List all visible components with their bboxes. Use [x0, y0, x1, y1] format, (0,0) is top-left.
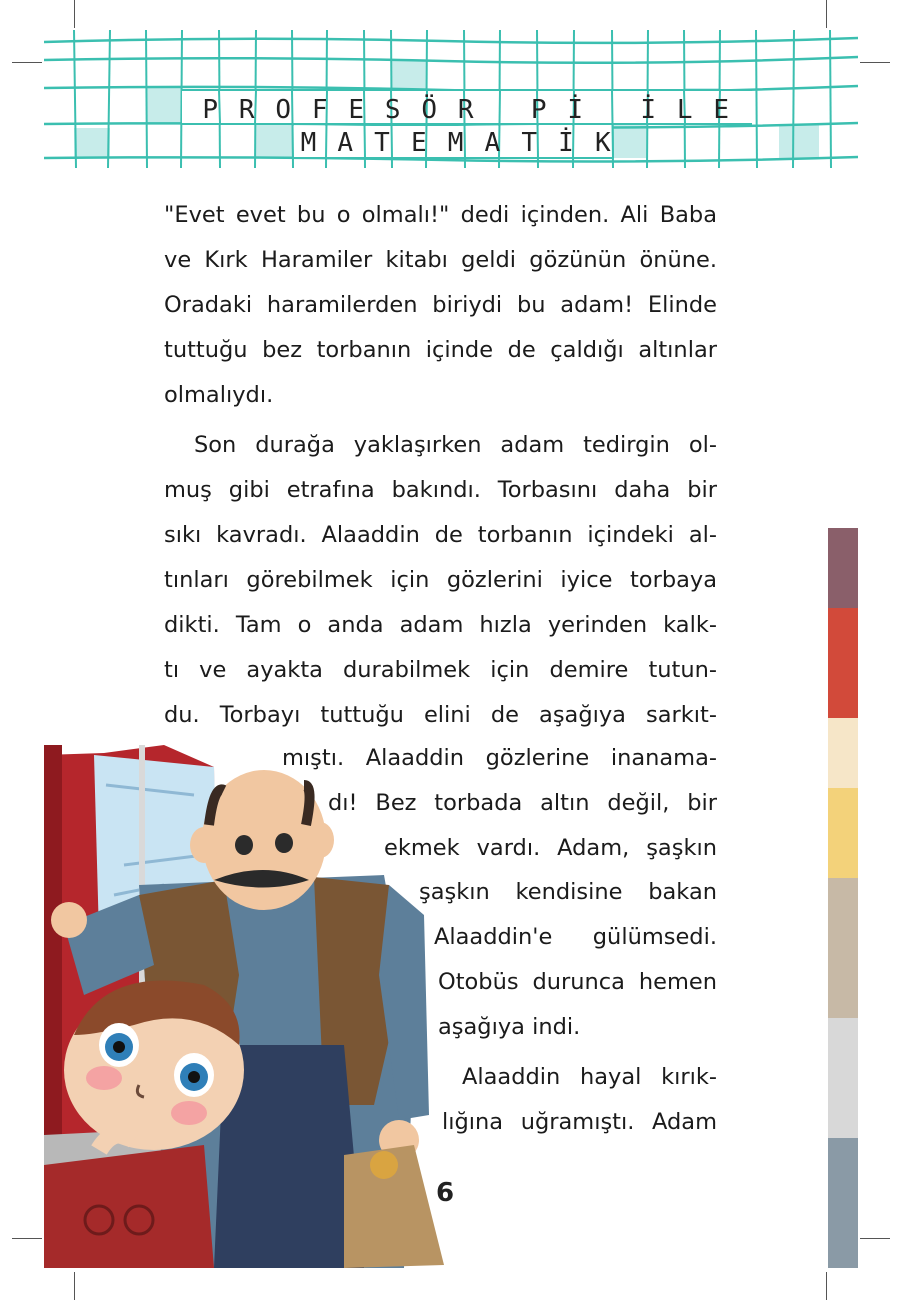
text-line: Alaaddin hayal kırık- [462, 1064, 717, 1090]
title-letter: İ [640, 95, 657, 125]
page-number: 6 [436, 1178, 455, 1208]
crop-mark [74, 1272, 75, 1300]
title-letter: O [275, 95, 292, 125]
crop-mark [12, 1238, 42, 1239]
crop-mark [826, 0, 827, 28]
text-line: şaşkın kendisine bakan [419, 879, 717, 905]
bus-scene-illustration [44, 745, 464, 1268]
title-letter [594, 95, 631, 125]
text-line: Otobüs durunca hemen [438, 969, 717, 995]
title-letter: K [594, 128, 611, 158]
title-letter: E [348, 95, 365, 125]
title-letter: Ö [421, 95, 438, 125]
text-line: mıştı. Alaaddin gözlerine inanama- [282, 745, 717, 771]
text-line: ekmek vardı. Adam, şaşkın [384, 835, 717, 861]
text-line: tuttuğu bez torbanın içinde de çaldığı altınlar [164, 337, 717, 363]
title-letter [484, 95, 521, 125]
text-line: "Evet evet bu o olmalı!" dedi içinden. Ali Baba [164, 202, 717, 228]
text-line: aşağıya indi. [438, 1014, 581, 1040]
title-letter: İ [558, 128, 574, 158]
title-letter: R [238, 95, 255, 125]
title-letter: P [530, 95, 547, 125]
text-line: Son durağa yaklaşırken adam tedirgin ol- [194, 432, 717, 458]
title-letter: E [410, 128, 427, 158]
text-line: sıkı kavradı. Alaaddin de torbanın içindeki al- [164, 522, 717, 548]
title-letter: M [300, 128, 317, 158]
text-line: dikti. Tam o anda adam hızla yerinden kalk- [164, 612, 717, 638]
title-letter: L [676, 95, 693, 125]
title-letter: P [202, 95, 219, 125]
title-letter: A [484, 128, 501, 158]
text-line: du. Torbayı tuttuğu elini de aşağıya sarkıt- [164, 702, 717, 728]
title-letter: T [374, 128, 390, 158]
title-letter: T [521, 128, 537, 158]
adjacent-page-illustration [828, 528, 858, 1268]
text-line: dı! Bez torbada altın değil, bir [328, 790, 717, 816]
text-line: olmalıydı. [164, 382, 274, 408]
crop-mark [860, 62, 890, 63]
book-title-line-2 [290, 128, 621, 158]
text-line: Oradaki haramilerden biriydi bu adam! Elinde [164, 292, 717, 318]
crop-mark [74, 0, 75, 28]
text-line: tı ve ayakta durabilmek için demire tutun- [164, 657, 717, 683]
title-letter: S [384, 95, 401, 125]
crop-mark [12, 62, 42, 63]
title-letter: F [311, 95, 328, 125]
title-letter: R [457, 95, 474, 125]
title-letter: M [447, 128, 464, 158]
text-line: Alaaddin'e gülümsedi. [434, 924, 717, 950]
text-line: muş gibi etrafına bakındı. Torbasını daha bir [164, 477, 717, 503]
book-title-line-1 [192, 95, 740, 125]
text-line: tınları görebilmek için gözlerini iyice torbaya [164, 567, 717, 593]
title-letter: E [713, 95, 730, 125]
text-line: ve Kırk Haramiler kitabı geldi gözünün önüne. [164, 247, 717, 273]
crop-mark [826, 1272, 827, 1300]
title-letter: A [337, 128, 354, 158]
title-letter: İ [567, 95, 584, 125]
text-line: lığına uğramıştı. Adam [442, 1109, 717, 1135]
crop-mark [860, 1238, 890, 1239]
